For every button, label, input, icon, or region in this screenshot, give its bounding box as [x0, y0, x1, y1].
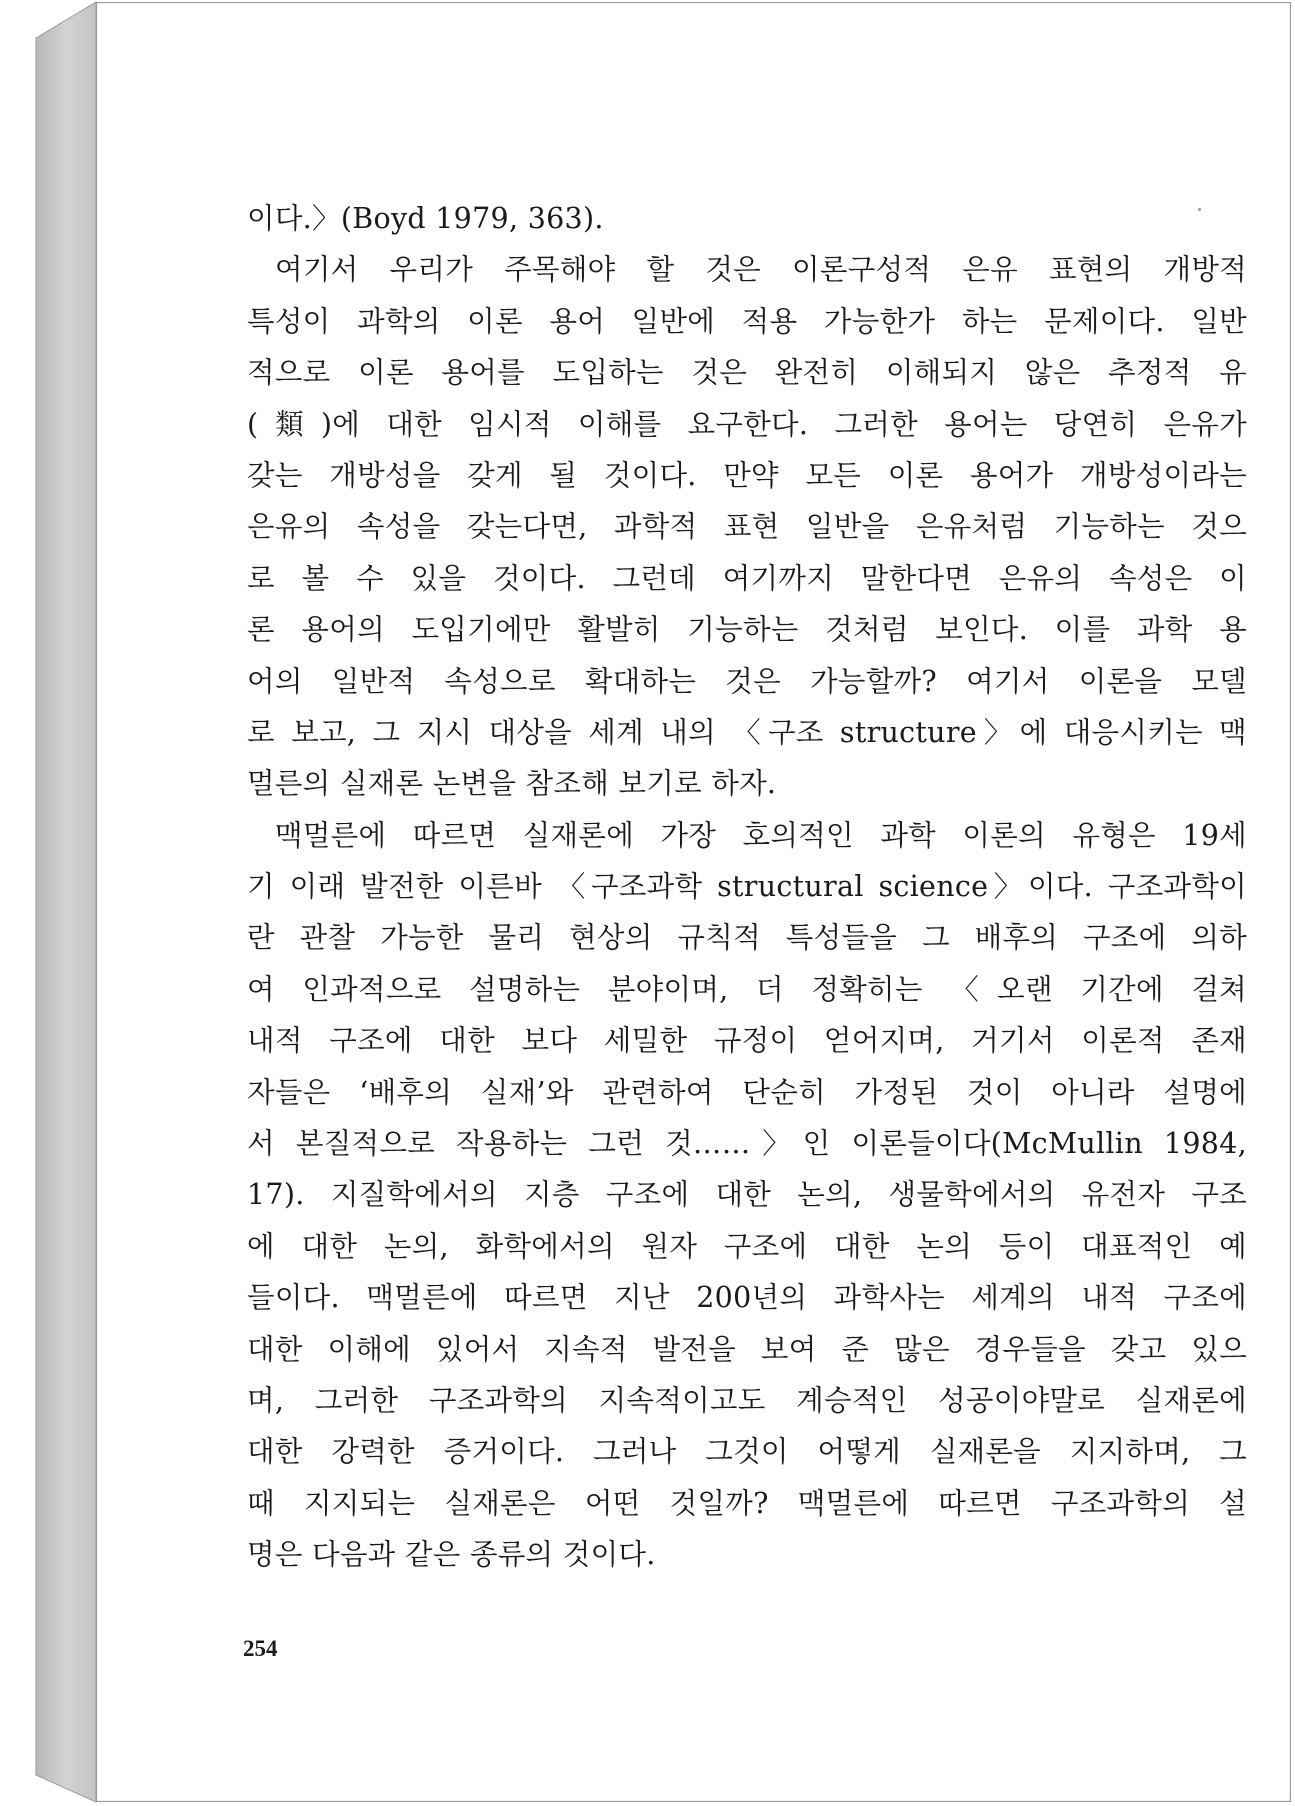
text-line: 맥멀른에 따르면 실재론에 가장 호의적인 과학 이론의 유형은 19세 [275, 818, 1247, 852]
text-line: 적으로 이론 용어를 도입하는 것은 완전히 이해되지 않은 추정적 유 [247, 356, 1247, 390]
text-line: 대한 강력한 증거이다. 그러나 그것이 어떻게 실재론을 지지하며, 그 [247, 1435, 1247, 1469]
page-number: 254 [243, 1636, 278, 1661]
text-line: 며, 그러한 구조과학의 지속적이고도 계승적인 성공이야말로 실재론에 [247, 1383, 1247, 1417]
text-line: 때 지지되는 실재론은 어떤 것일까? 맥멀른에 따르면 구조과학의 설 [247, 1486, 1247, 1520]
text-line: 자들은 ‘배후의 실재’와 관련하여 단순히 가정된 것이 아니라 설명에 [247, 1075, 1247, 1109]
body-text [247, 193, 1247, 1581]
text-line: 란 관찰 가능한 물리 현상의 규칙적 특성들을 그 배후의 구조에 의하 [247, 921, 1247, 955]
text-line: 대한 이해에 있어서 지속적 발전을 보여 준 많은 경우들을 갖고 있으 [247, 1332, 1247, 1366]
text-line: 에 대한 논의, 화학에서의 원자 구조에 대한 논의 등이 대표적인 예 [247, 1229, 1247, 1263]
text-line: 17). 지질학에서의 지층 구조에 대한 논의, 생물학에서의 유전자 구조 [247, 1178, 1247, 1212]
text-line: 갖는 개방성을 갖게 될 것이다. 만약 모든 이론 용어가 개방성이라는 [247, 458, 1247, 492]
text-line: 기 이래 발전한 이른바 〈구조과학 structural science〉이다. 구조과학이 [247, 870, 1247, 904]
text-line: 내적 구조에 대한 보다 세밀한 규정이 얻어지며, 거기서 이론적 존재 [247, 1024, 1247, 1058]
text-line: (類)에 대한 임시적 이해를 요구한다. 그러한 용어는 당연히 은유가 [247, 407, 1247, 441]
text-line: 들이다. 맥멀른에 따르면 지난 200년의 과학사는 세계의 내적 구조에 [247, 1281, 1247, 1315]
text-line: 멀른의 실재론 논변을 참조해 보기로 하자. [247, 767, 777, 801]
text-line: 론 용어의 도입기에만 활발히 기능하는 것처럼 보인다. 이를 과학 용 [247, 613, 1247, 647]
text-line: 명은 다음과 같은 종류의 것이다. [247, 1538, 656, 1572]
text-line: 은유의 속성을 갖는다면, 과학적 표현 일반을 은유처럼 기능하는 것으 [247, 510, 1247, 544]
text-line: 로 보고, 그 지시 대상을 세계 내의 〈구조 structure〉에 대응시키는 맥 [247, 715, 1247, 749]
text-line: 이다.〉(Boyd 1979, 363). [247, 202, 604, 235]
text-line: 여기서 우리가 주목해야 할 것은 이론구성적 은유 표현의 개방적 [275, 253, 1247, 287]
text-line: 어의 일반적 속성으로 확대하는 것은 가능할까? 여기서 이론을 모델 [247, 664, 1247, 698]
text-line: 서 본질적으로 작용하는 그런 것……〉인 이론들이다(McMullin 1984, [247, 1127, 1247, 1161]
text-line: 로 볼 수 있을 것이다. 그런데 여기까지 말한다면 은유의 속성은 이 [247, 561, 1247, 595]
book-side-edge [0, 0, 100, 1806]
book-page [96, 2, 1291, 1802]
text-line: 특성이 과학의 이론 용어 일반에 적용 가능한가 하는 문제이다. 일반 [247, 304, 1247, 338]
text-line: 여 인과적으로 설명하는 분야이며, 더 정확히는 〈오랜 기간에 걸쳐 [247, 972, 1247, 1006]
